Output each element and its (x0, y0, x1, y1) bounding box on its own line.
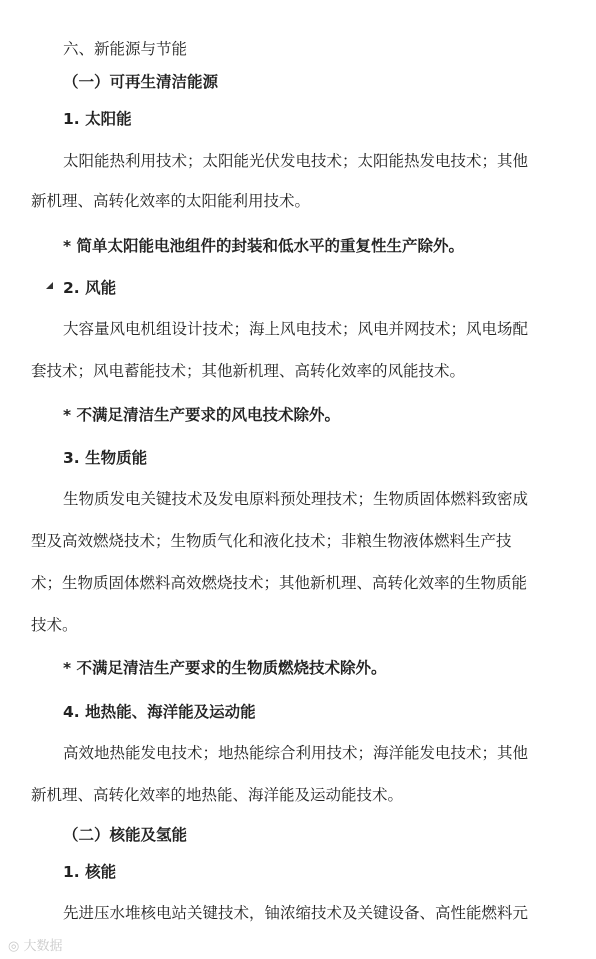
heading-solar: 1. 太阳能 (63, 110, 132, 128)
watermark (8, 935, 63, 954)
collapse-triangle-icon (46, 282, 53, 289)
heading-nuclear: 1. 核能 (63, 863, 117, 881)
subsection-title-renewable: （一）可再生清洁能源 (63, 73, 219, 91)
paragraph-line: 生物质发电关键技术及发电原料预处理技术；生物质固体燃料致密成 (63, 490, 529, 508)
paragraph-line: 高效地热能发电技术；地热能综合利用技术；海洋能发电技术；其他 (63, 744, 529, 762)
paragraph-line: 技术。 (31, 616, 78, 634)
note-biomass: * 不满足清洁生产要求的生物质燃烧技术除外。 (63, 659, 387, 677)
paragraph-line: 套技术；风电蓄能技术；其他新机理、高转化效率的风能技术。 (31, 362, 466, 380)
heading-geothermal: 4. 地热能、海洋能及运动能 (63, 703, 256, 721)
heading-biomass: 3. 生物质能 (63, 449, 148, 467)
paragraph-line: 新机理、高转化效率的地热能、海洋能及运动能技术。 (31, 786, 404, 804)
section-title: 六、新能源与节能 (63, 40, 188, 58)
note-solar: * 简单太阳能电池组件的封装和低水平的重复性生产除外。 (63, 237, 465, 255)
watermark-logo-icon: ◎ (8, 939, 20, 954)
heading-wind: 2. 风能 (63, 279, 117, 297)
paragraph-line: 型及高效燃烧技术；生物质气化和液化技术；非粮生物液体燃料生产技 (31, 532, 512, 550)
note-wind: * 不满足清洁生产要求的风电技术除外。 (63, 406, 341, 424)
paragraph-line: 新机理、高转化效率的太阳能利用技术。 (31, 192, 311, 210)
watermark-text: 大数据 (23, 939, 63, 954)
subsection-title-nuclear-hydrogen: （二）核能及氢能 (63, 826, 188, 844)
paragraph-line: 大容量风电机组设计技术；海上风电技术；风电并网技术；风电场配 (63, 320, 529, 338)
paragraph-line: 术；生物质固体燃料高效燃烧技术；其他新机理、高转化效率的生物质能 (31, 574, 528, 592)
paragraph-line: 太阳能热利用技术；太阳能光伏发电技术；太阳能热发电技术；其他 (63, 152, 529, 170)
paragraph-line: 先进压水堆核电站关键技术，铀浓缩技术及关键设备、高性能燃料元 (63, 904, 529, 922)
